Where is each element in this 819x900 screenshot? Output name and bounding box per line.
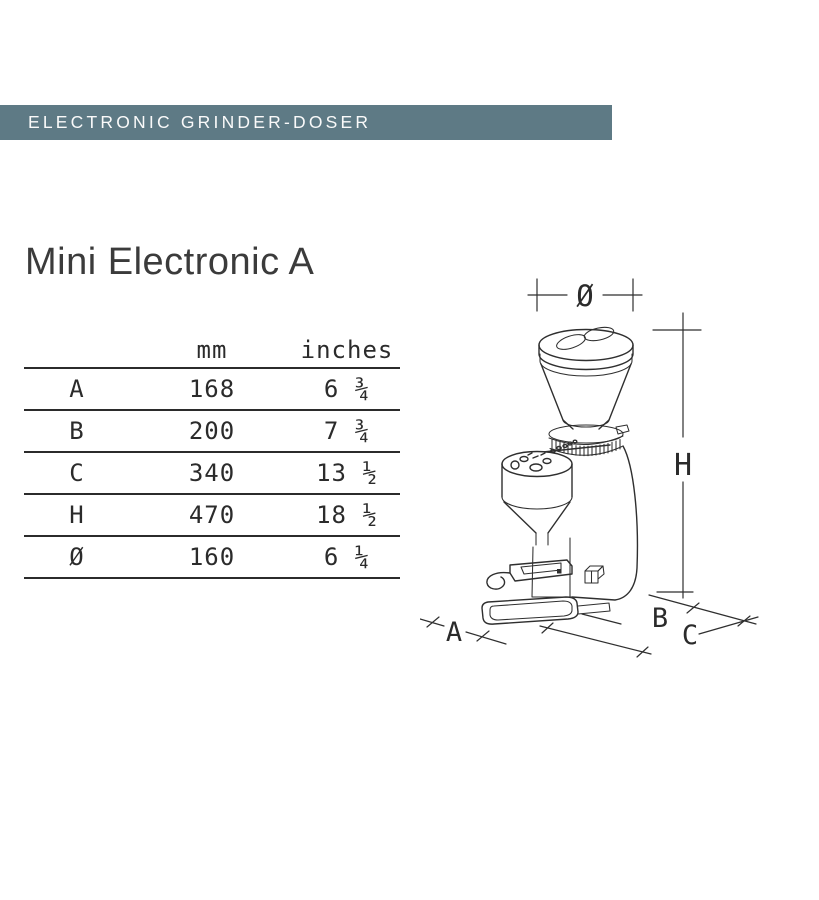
table-row (24, 537, 400, 579)
dim-inches: 18 ½ (316, 501, 378, 529)
fork-hook (487, 573, 510, 590)
portafilter-fork (487, 560, 572, 589)
header-inches: inches (300, 336, 394, 364)
dim-mm: 470 (188, 501, 236, 529)
dim-mm: 200 (188, 417, 236, 445)
grinder-technical-drawing (420, 270, 819, 670)
product-title: Mini Electronic A (25, 241, 315, 283)
power-switch (585, 566, 604, 583)
dim-height-label: H (673, 448, 693, 483)
header-mm: mm (196, 336, 228, 364)
grind-collar (549, 425, 629, 456)
dim-label: A (69, 375, 85, 403)
dim-label: B (69, 417, 85, 445)
table-row (24, 369, 400, 411)
dim-a-lines (420, 617, 506, 644)
dim-a-label: A (445, 617, 463, 648)
dim-inches: 13 ½ (316, 459, 378, 487)
section-header-bar (0, 105, 612, 140)
dim-label: Ø (69, 543, 85, 571)
doser-spout (536, 533, 548, 545)
dim-c-label: C (681, 620, 699, 651)
drip-tray (482, 597, 610, 624)
table-row (24, 411, 400, 453)
dim-label: H (69, 501, 85, 529)
section-title: ELECTRONIC GRINDER-DOSER (28, 112, 372, 132)
dim-b-label: B (651, 603, 669, 634)
dim-inches: 6 ¾ (323, 375, 371, 403)
doser (502, 452, 572, 546)
dim-diameter-label: Ø (576, 279, 594, 313)
hopper (539, 325, 633, 429)
dim-mm: 168 (188, 375, 236, 403)
dim-label: C (69, 459, 85, 487)
dim-c-lines (699, 617, 758, 634)
dim-inches: 6 ¼ (323, 543, 371, 571)
dim-inches: 7 ¾ (323, 417, 371, 445)
dim-mm: 340 (188, 459, 236, 487)
dimensions-table (24, 333, 400, 579)
dim-mm: 160 (188, 543, 236, 571)
table-header-row (24, 333, 400, 369)
hopper-lid-top (539, 330, 633, 361)
table-row (24, 495, 400, 537)
table-row (24, 453, 400, 495)
